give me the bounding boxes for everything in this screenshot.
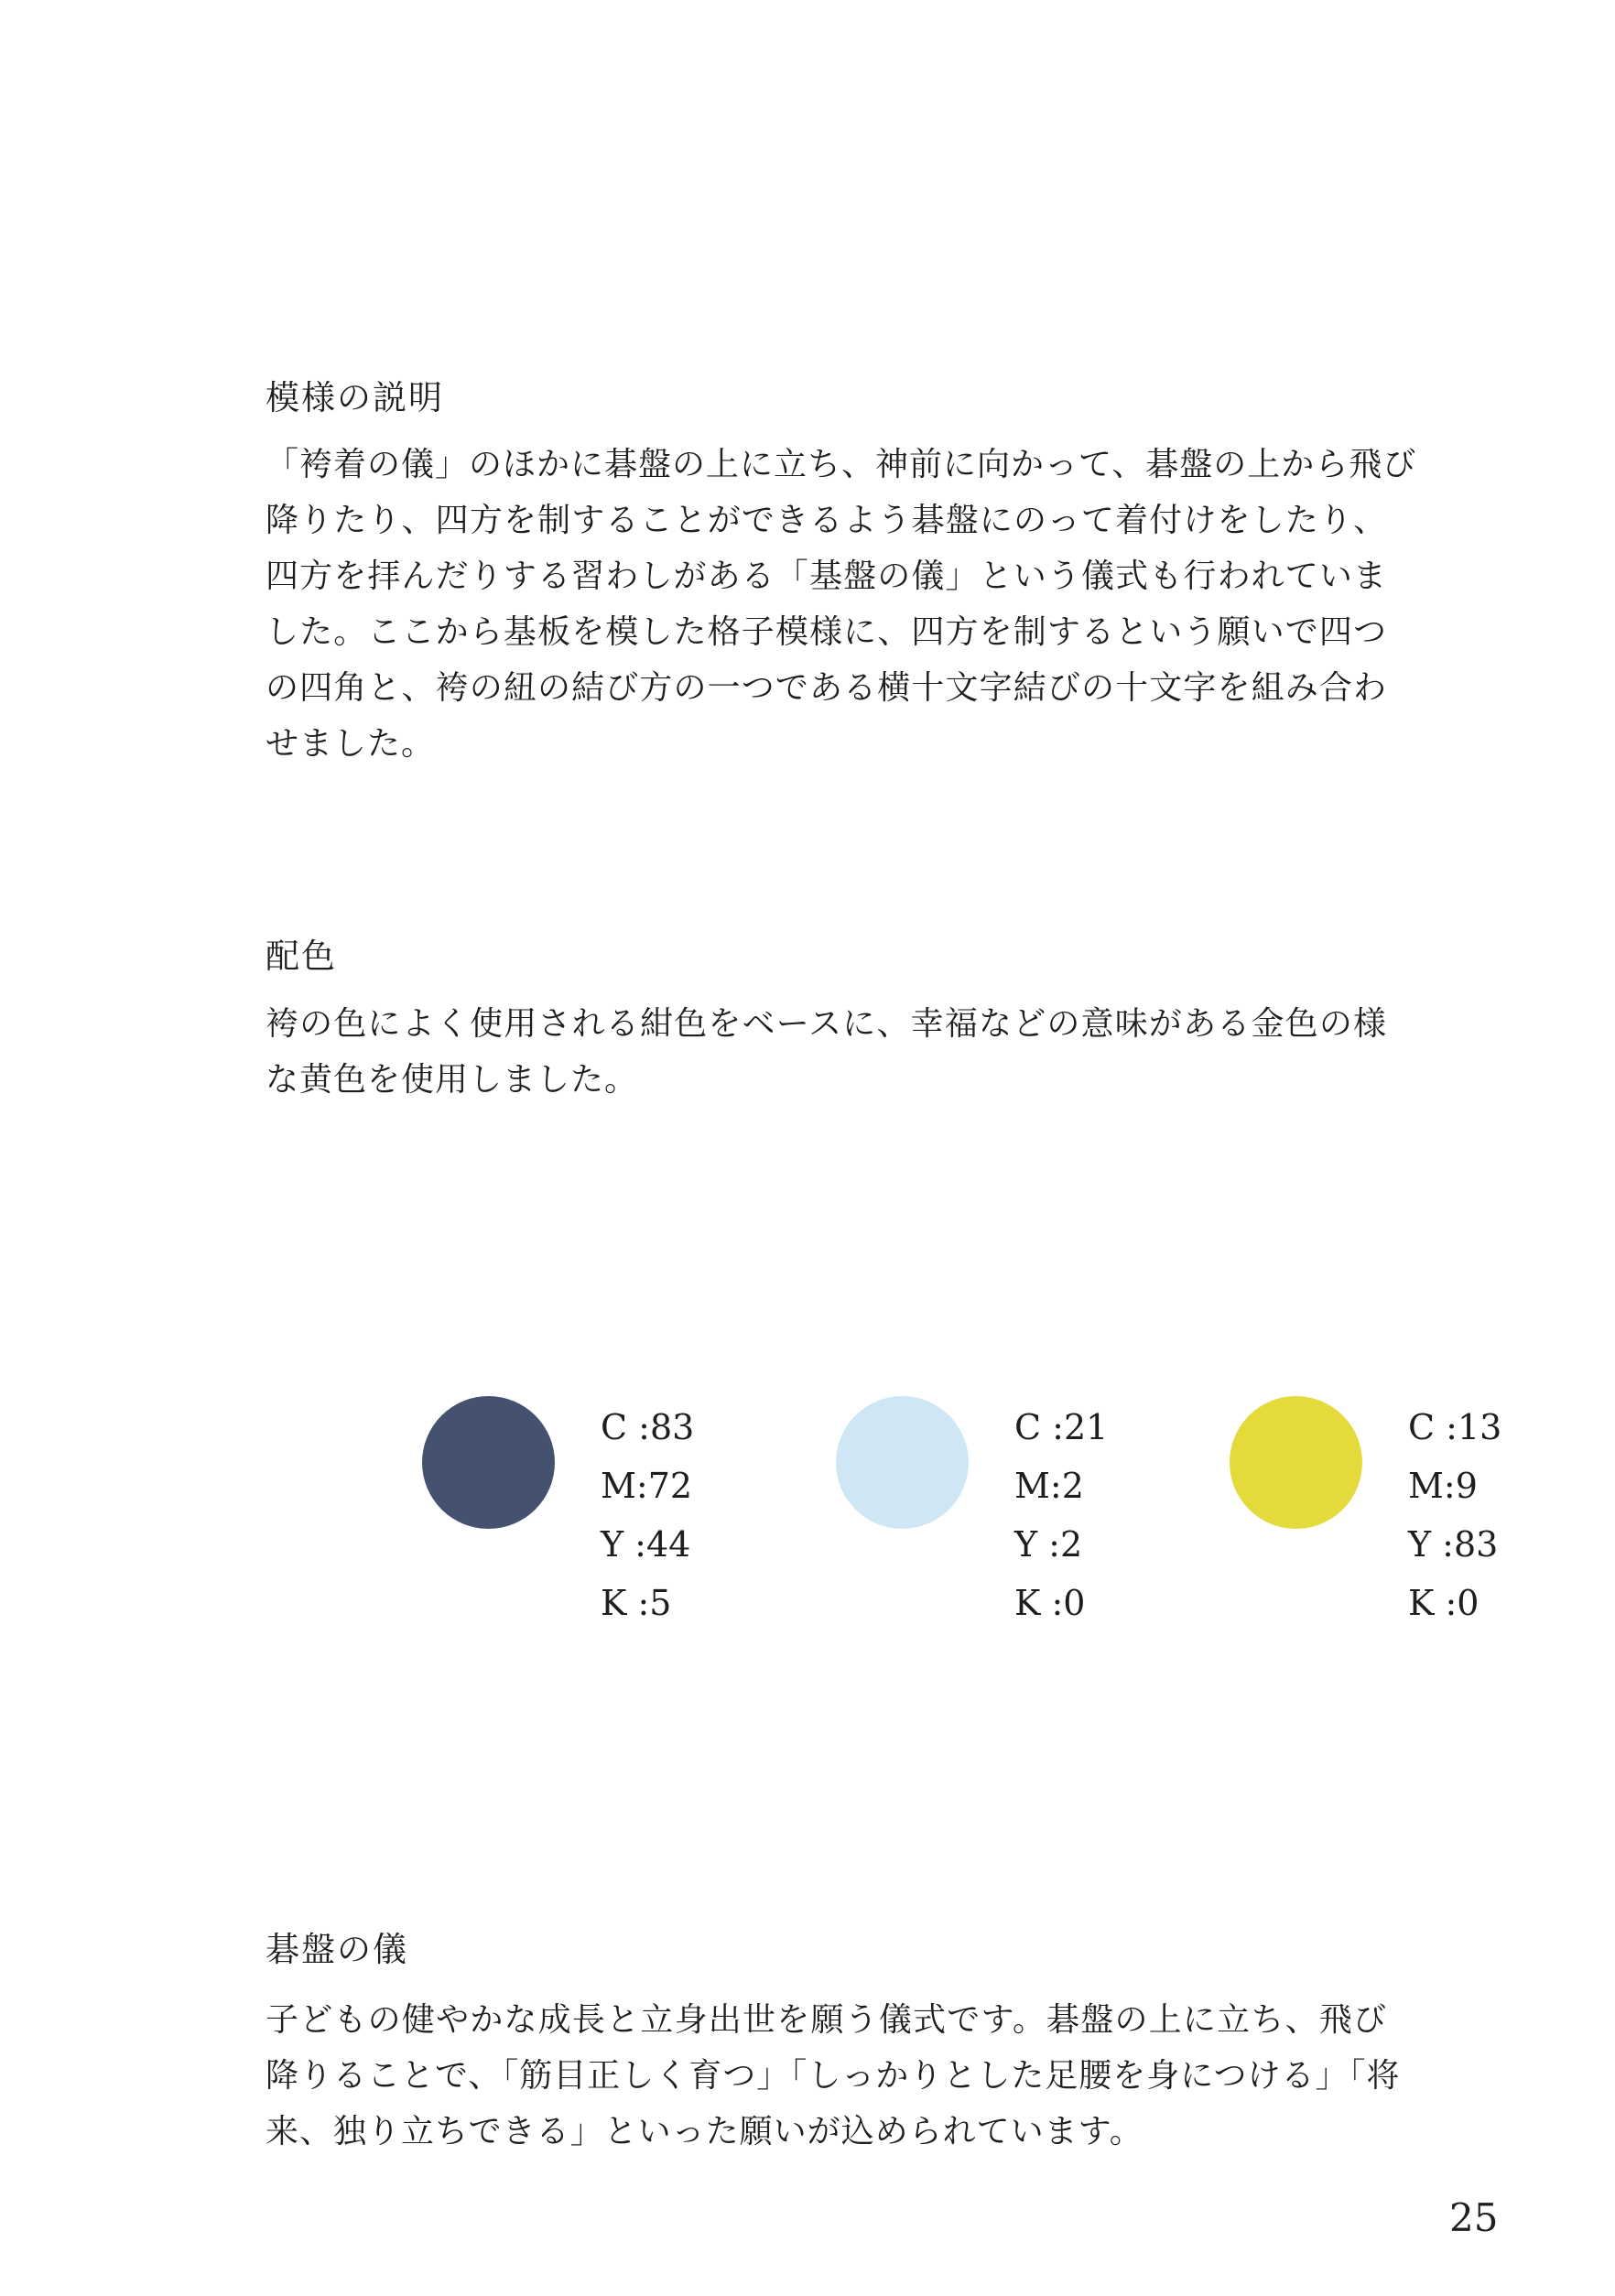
yellow-color-swatch-icon xyxy=(1230,1396,1362,1529)
cmyk-cyan-value: C :83 xyxy=(601,1407,695,1447)
paragraph-line: 来、独り立ちできる」といった願いが込められています。 xyxy=(266,2113,1144,2150)
paragraph-line: 四方を拝んだりする習わしがある「基盤の儀」という儀式も行われていま xyxy=(266,558,1387,595)
goban-ceremony-paragraph xyxy=(266,1992,1401,2160)
paragraph-line: な黄色を使用しました。 xyxy=(266,1061,639,1099)
cmyk-yellow-value: Y :44 xyxy=(601,1524,691,1565)
paragraph-line: の四角と、袴の紐の結び方の一つである横十文字結びの十文字を組み合わ xyxy=(266,669,1387,707)
cmyk-values xyxy=(1408,1398,1501,1632)
cmyk-cyan-value: C :13 xyxy=(1408,1407,1502,1447)
light-blue-color-swatch-icon xyxy=(836,1396,969,1529)
paragraph-line: した。ここから基板を模した格子模様に、四方を制するという願いで四つ xyxy=(266,613,1387,651)
navy-color-swatch-icon xyxy=(422,1396,555,1529)
paragraph-line: 袴の色によく使用される紺色をベースに、幸福などの意味がある金色の様 xyxy=(266,1005,1387,1043)
cmyk-yellow-value: Y :83 xyxy=(1408,1524,1499,1565)
cmyk-black-value: K :0 xyxy=(1408,1583,1480,1623)
cmyk-values xyxy=(1014,1398,1108,1632)
cmyk-black-value: K :0 xyxy=(1014,1583,1086,1623)
goban-ceremony-heading: 碁盤の儀 xyxy=(266,1930,408,1969)
pattern-description-paragraph xyxy=(266,437,1417,772)
cmyk-magenta-value: M:72 xyxy=(601,1466,693,1506)
paragraph-line: 降りたり、四方を制することができるよう碁盤にのって着付けをしたり、 xyxy=(266,502,1387,539)
paragraph-line: 降りることで、「筋目正しく育つ」「しっかりとした足腰を身につける」「将 xyxy=(266,2057,1401,2095)
color-scheme-paragraph xyxy=(266,996,1387,1108)
cmyk-magenta-value: M:9 xyxy=(1408,1466,1478,1506)
cmyk-yellow-value: Y :2 xyxy=(1014,1524,1083,1565)
cmyk-black-value: K :5 xyxy=(601,1583,672,1623)
cmyk-values xyxy=(601,1398,694,1632)
pattern-description-heading: 模様の説明 xyxy=(266,378,444,417)
color-palette xyxy=(0,1396,1615,1643)
paragraph-line: せました。 xyxy=(266,725,436,763)
cmyk-magenta-value: M:2 xyxy=(1014,1466,1084,1506)
color-scheme-heading: 配色 xyxy=(266,937,337,976)
paragraph-line: 「袴着の儀」のほかに碁盤の上に立ち、神前に向かって、碁盤の上から飛び xyxy=(266,446,1417,483)
cmyk-cyan-value: C :21 xyxy=(1014,1407,1109,1447)
paragraph-line: 子どもの健やかな成長と立身出世を願う儀式です。碁盤の上に立ち、飛び xyxy=(266,2001,1387,2039)
page-number: 25 xyxy=(1449,2195,1499,2240)
